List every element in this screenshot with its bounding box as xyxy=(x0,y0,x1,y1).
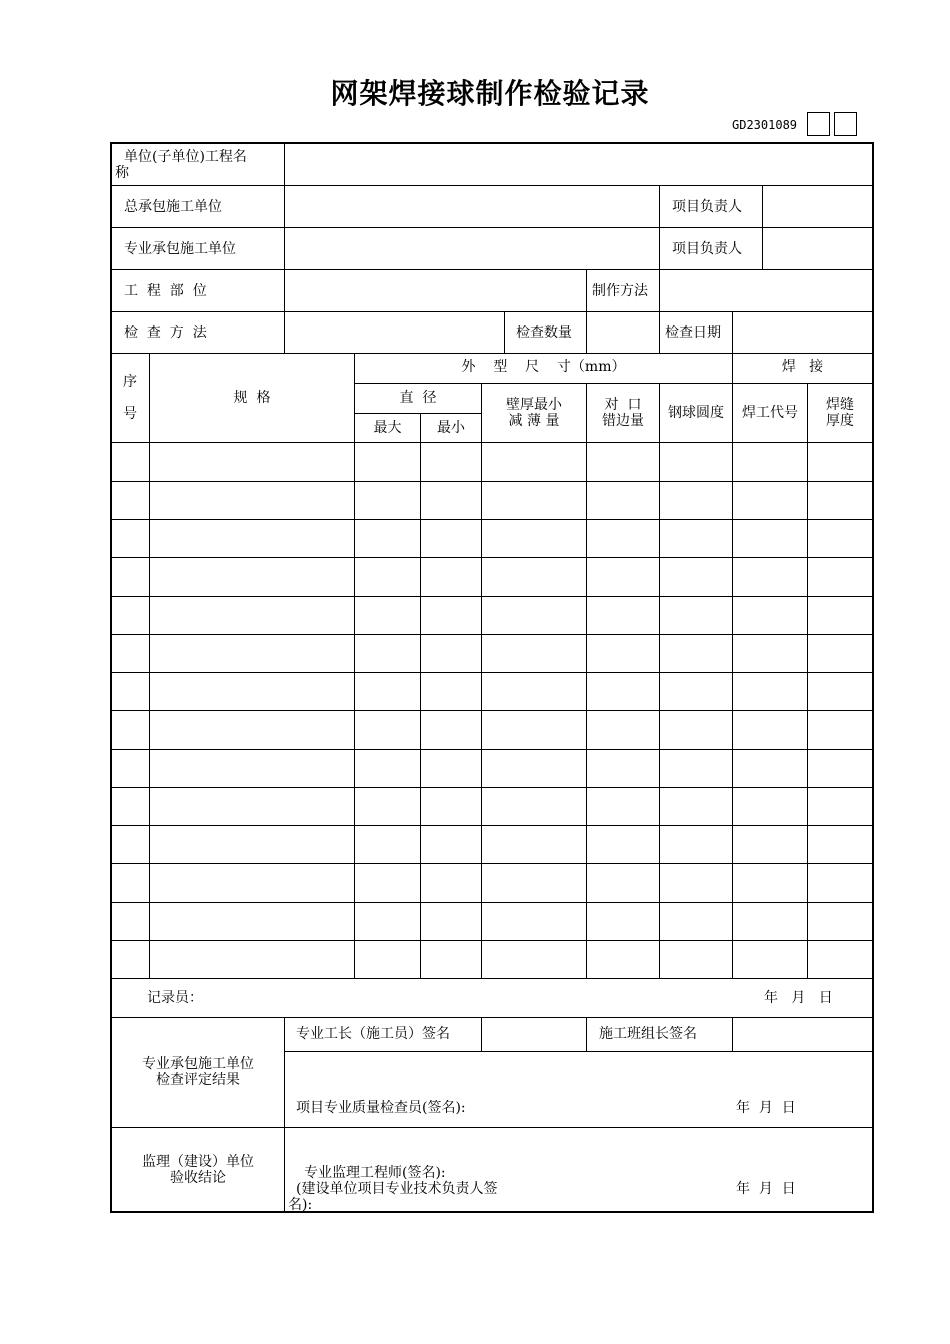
foreman-sign-label: 专业工长（施工员）签名 xyxy=(296,1026,450,1042)
contractor-result-label-cont: 检查评定结果 xyxy=(156,1072,240,1088)
general-contractor-label: 总承包施工单位 xyxy=(124,199,222,215)
page-title: 网架焊接球制作检验记录 xyxy=(330,77,650,110)
sub-project-leader-label: 项目负责人 xyxy=(672,241,742,257)
unit-name-label: 单位(子单位)工程名 xyxy=(124,149,247,165)
supervisor-date: 年 月 日 xyxy=(736,1181,796,1197)
location-label: 工 程 部 位 xyxy=(124,283,207,299)
col-weld: 焊 接 xyxy=(781,359,824,375)
sub-contractor-label: 专业承包施工单位 xyxy=(124,241,236,257)
col-weld-thick-cont: 厚度 xyxy=(826,413,854,429)
team-leader-sign-label: 施工班组长签名 xyxy=(599,1026,697,1042)
col-wall-thin: 壁厚最小 xyxy=(506,397,562,413)
inspection-form xyxy=(110,142,874,1213)
unit-name-label-cont: 称 xyxy=(115,165,129,181)
contractor-result-label: 专业承包施工单位 xyxy=(142,1056,254,1072)
col-offset: 对 口 xyxy=(604,397,642,413)
col-seq-cont: 号 xyxy=(123,406,137,422)
col-min: 最小 xyxy=(437,420,465,436)
owner-tech-label: (建设单位项目专业技术负责人签 xyxy=(296,1181,498,1197)
project-leader-label: 项目负责人 xyxy=(672,199,742,215)
inspect-qty-label: 检查数量 xyxy=(516,325,572,341)
form-code: GD2301089 xyxy=(732,118,798,132)
form-code-box-2[interactable] xyxy=(834,112,857,136)
inspect-method-label: 检 查 方 法 xyxy=(124,325,207,341)
method-label: 制作方法 xyxy=(592,283,648,299)
qc-date: 年 月 日 xyxy=(736,1100,796,1116)
col-shape-size: 外 型 尺 寸（mm） xyxy=(461,359,626,375)
supervisor-engineer-label: 专业监理工程师(签名): xyxy=(304,1165,446,1181)
col-max: 最大 xyxy=(373,420,402,436)
col-spec: 规 格 xyxy=(233,390,271,406)
qc-inspector-label: 项目专业质量检查员(签名): xyxy=(296,1100,466,1116)
owner-tech-label-cont: 名): xyxy=(288,1197,313,1213)
recorder-label: 记录员： xyxy=(147,990,203,1006)
form-code-box-1[interactable] xyxy=(807,112,830,136)
col-weld-thick: 焊缝 xyxy=(826,397,854,413)
supervisor-result-label-cont: 验收结论 xyxy=(170,1170,226,1186)
col-welder-code: 焊工代号 xyxy=(742,405,798,421)
supervisor-result-label: 监理（建设）单位 xyxy=(142,1154,254,1170)
col-diameter: 直 径 xyxy=(399,390,437,406)
record-date: 年 月 日 xyxy=(764,990,833,1006)
col-offset-cont: 错边量 xyxy=(602,413,644,429)
inspect-date-label: 检查日期 xyxy=(665,325,721,341)
col-seq: 序 xyxy=(123,374,137,390)
col-wall-thin-cont: 减 薄 量 xyxy=(508,413,560,429)
col-roundness: 钢球圆度 xyxy=(668,405,724,421)
